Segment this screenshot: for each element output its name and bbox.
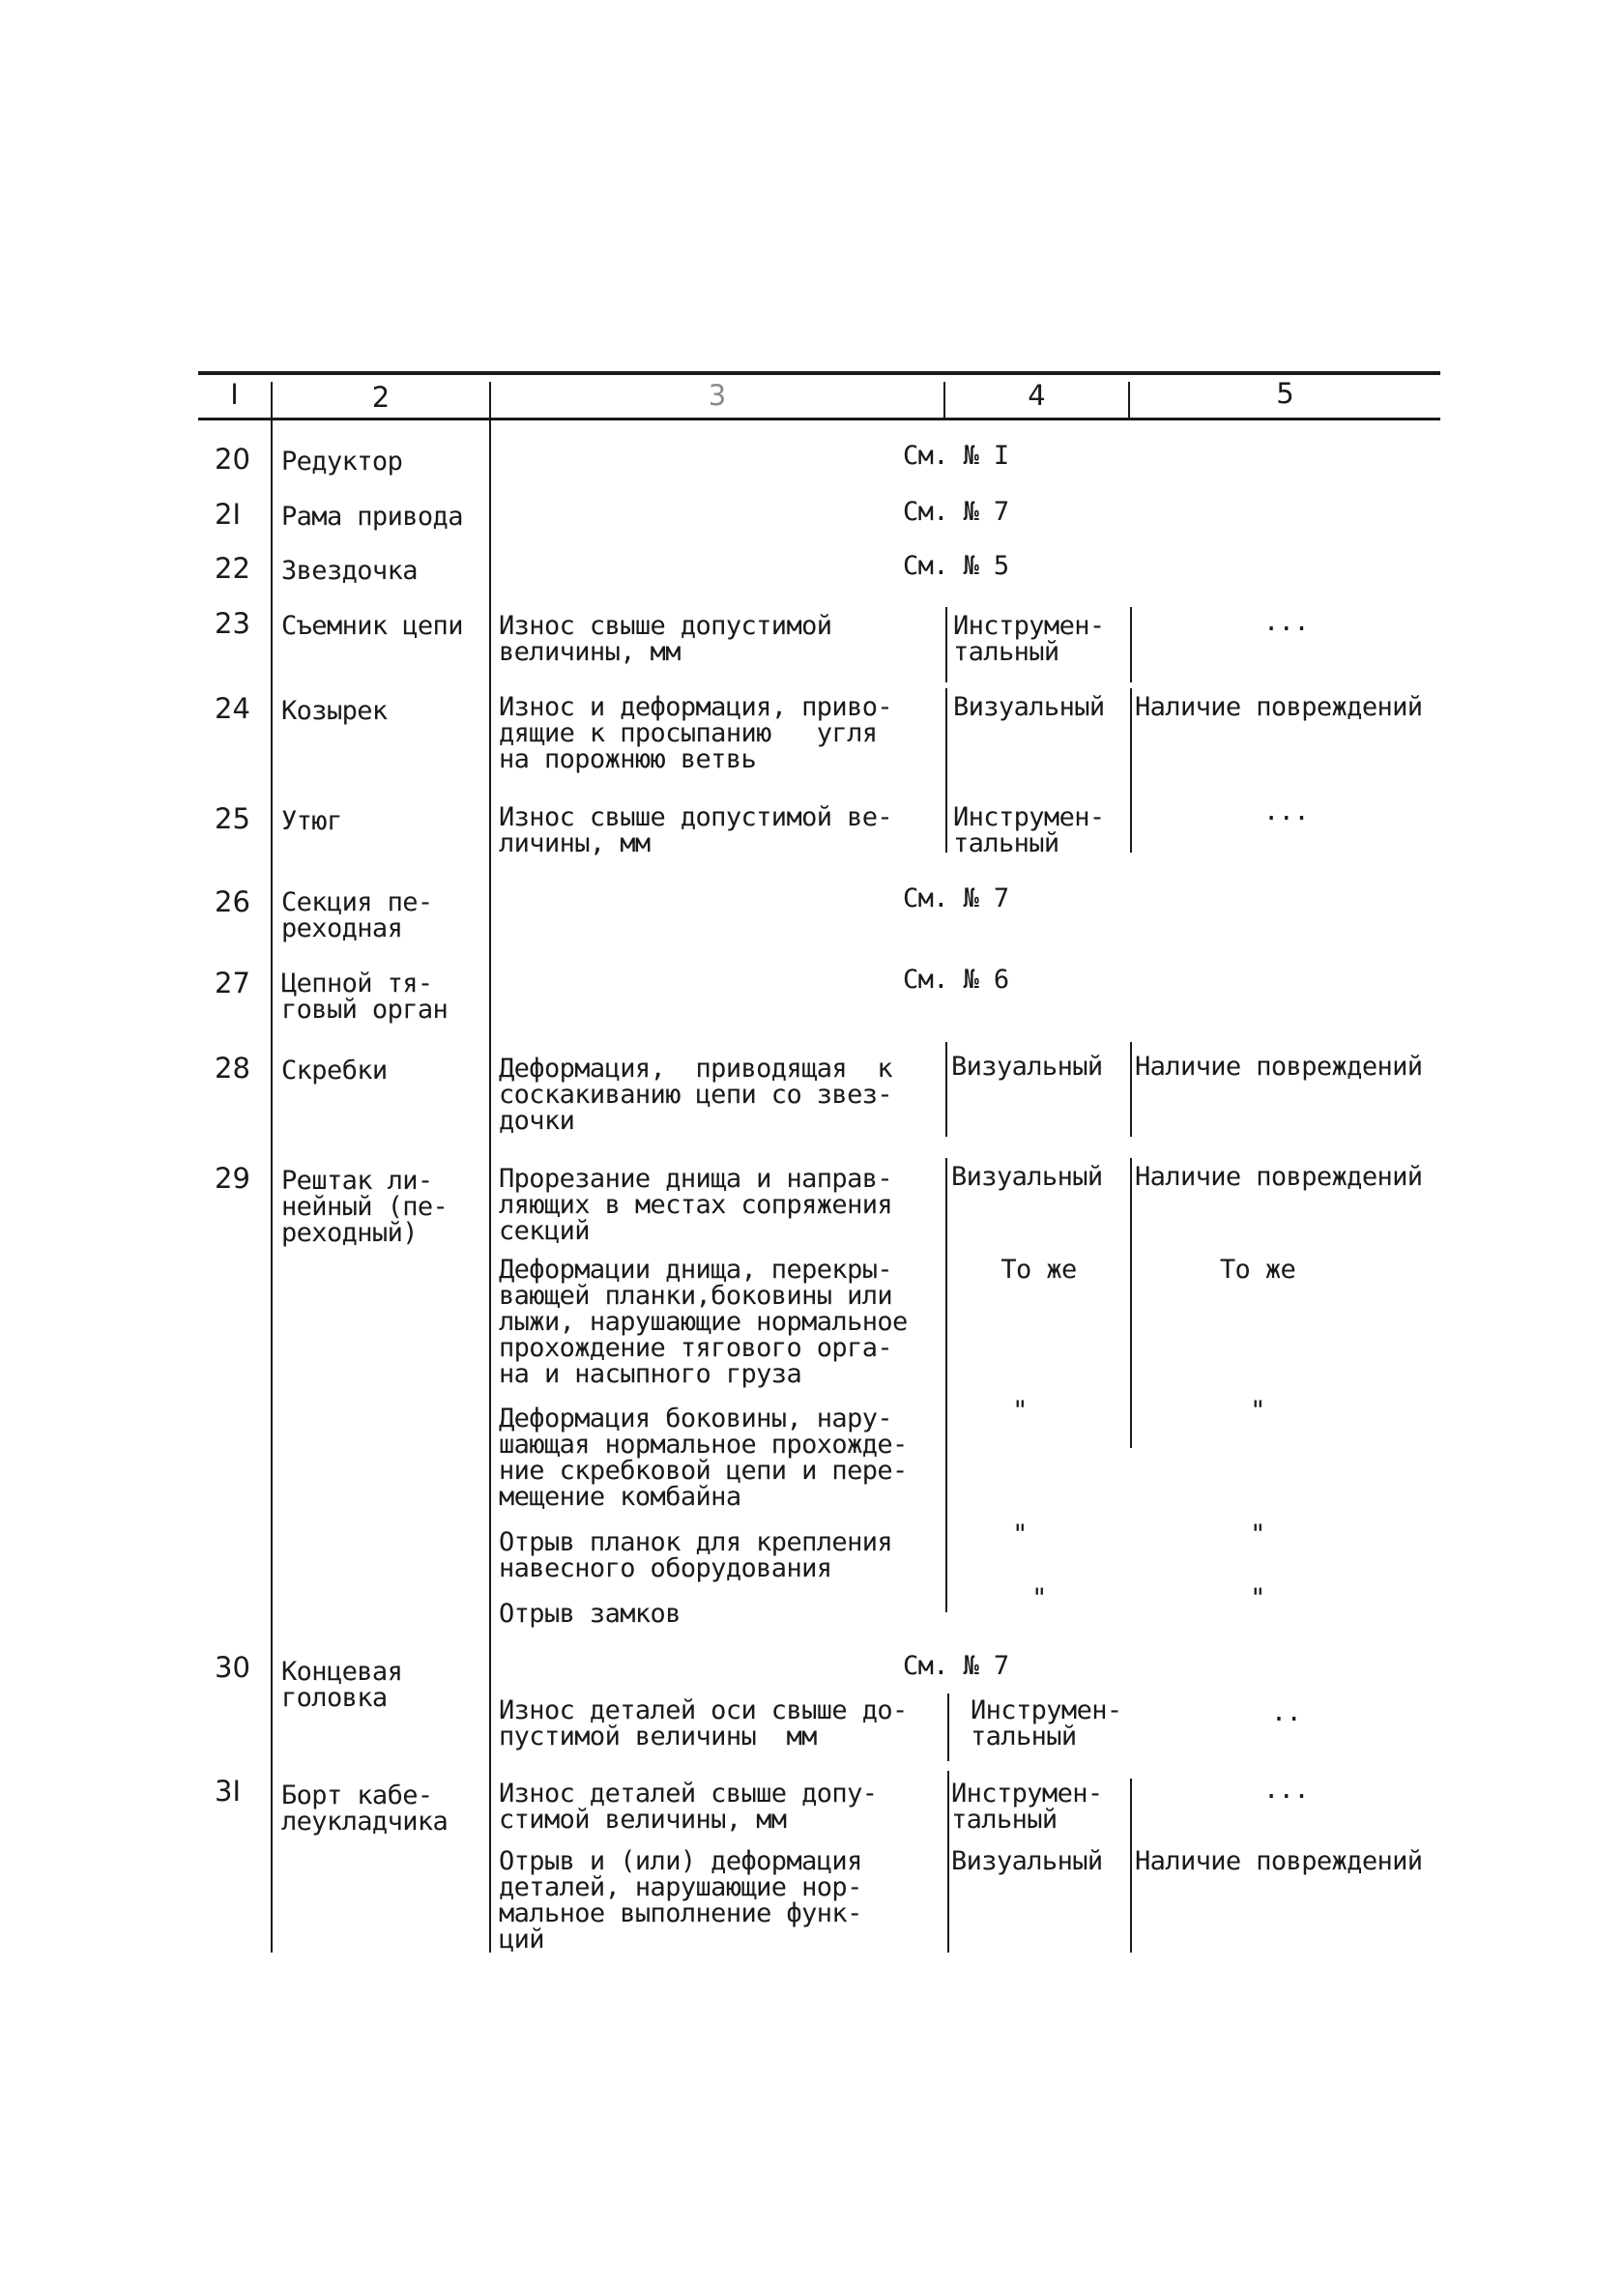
cross-reference: См. № 6 [903, 965, 1009, 995]
cross-reference: См. № 7 [903, 883, 1009, 913]
table-top-rule [198, 371, 1440, 375]
cross-reference: См. № I [903, 441, 1009, 471]
rejection-criterion: " [1250, 1396, 1265, 1426]
row-number: 28 [215, 1052, 250, 1085]
column-divider-3 [945, 1042, 947, 1137]
item-name: Секция пе- реходная [281, 887, 433, 943]
rejection-criterion: То же [1219, 1255, 1296, 1285]
header-col-3: 3 [708, 379, 727, 412]
inspection-method: Инструмен- тальный [951, 1779, 1103, 1835]
inspection-method: Инструмен- тальный [971, 1695, 1122, 1751]
column-divider-4 [1130, 1042, 1132, 1137]
defect-description: Износ деталей свыше допу- стимой величины, мм [499, 1779, 878, 1835]
row-number: 23 [215, 607, 250, 640]
inspection-method: Визуальный [951, 1052, 1103, 1082]
inspection-method: " [1031, 1583, 1047, 1613]
row-number: 25 [215, 802, 250, 835]
defect-description: Отрыв замков [499, 1599, 681, 1629]
inspection-method: Визуальный [953, 692, 1105, 722]
defect-description: Отрыв и (или) деформация деталей, нарушающие нор- мальное выполнение функ- ций [499, 1846, 862, 1954]
defect-description: Деформации днища, перекры- вающей планки,боковины или лыжи, нарушающие нормальное прохождение тягового орга- на и насыпного груза [499, 1255, 908, 1389]
defect-description: Износ и деформация, приво- дящие к просыпанию угля на порожнюю ветвь [499, 692, 893, 774]
inspection-method: " [1012, 1520, 1028, 1549]
item-name: Съемник цепи [281, 611, 463, 641]
item-name: Борт кабе- леукладчика [281, 1780, 449, 1837]
row-number: 30 [215, 1651, 250, 1684]
column-divider-4 [1130, 688, 1132, 804]
header-col-5: 5 [1276, 377, 1294, 410]
inspection-method: " [1012, 1396, 1028, 1426]
defect-description: Деформация боковины, нару- шающая нормальное прохожде- ние скребковой цепи и пере- мещение комбайна [499, 1404, 908, 1512]
defect-description: Износ деталей оси свыше до- пустимой величины мм [499, 1695, 908, 1751]
item-name: Цепной тя- говый орган [281, 969, 449, 1025]
cross-reference: См. № 7 [903, 497, 1009, 527]
item-name: Концевая головка [281, 1657, 403, 1713]
item-name: Козырек [281, 696, 388, 726]
column-divider-4 [1130, 1779, 1132, 1953]
defect-description: Износ свыше допустимой ве- личины, мм [499, 802, 893, 858]
rejection-criterion: ... [1263, 796, 1309, 826]
rejection-criterion: ... [1263, 1775, 1309, 1805]
column-divider-3 [945, 688, 947, 804]
column-divider-3 [945, 607, 947, 682]
row-number: 26 [215, 885, 250, 918]
rejection-criterion: " [1250, 1583, 1265, 1613]
cross-reference: См. № 5 [903, 551, 1009, 581]
inspection-method: Визуальный [951, 1846, 1103, 1876]
inspection-method: То же [1000, 1255, 1077, 1285]
item-name: Скребки [281, 1056, 388, 1086]
column-divider-3 [947, 1694, 949, 1761]
cross-reference: См. № 7 [903, 1651, 1009, 1681]
inspection-method: Визуальный [951, 1162, 1103, 1192]
row-number: 24 [215, 692, 250, 725]
rejection-criterion: Наличие повреждений [1135, 1846, 1423, 1876]
column-divider-1 [271, 420, 273, 1953]
header-col-1: I [230, 378, 239, 411]
rejection-criterion: .. [1270, 1697, 1302, 1727]
header-col-4: 4 [1028, 379, 1046, 412]
inspection-method: Инструмен- тальный [953, 802, 1105, 858]
rejection-criterion: Наличие повреждений [1135, 692, 1423, 722]
defect-description: Отрыв планок для крепления навесного оборудования [499, 1527, 893, 1583]
item-name: Редуктор [281, 447, 403, 477]
item-name: Рештак ли- нейный (пе- реходный) [281, 1166, 449, 1248]
row-number: 22 [215, 552, 250, 585]
item-name: Утюг [281, 806, 342, 836]
row-number: 27 [215, 967, 250, 999]
rejection-criterion: Наличие повреждений [1135, 1052, 1423, 1082]
column-divider-2 [489, 420, 491, 1953]
header-col-2: 2 [371, 381, 391, 414]
defect-description: Износ свыше допустимой величины, мм [499, 611, 832, 667]
column-divider-3 [947, 1771, 949, 1953]
row-number: 20 [215, 443, 250, 476]
row-number: 2I [215, 498, 242, 531]
column-divider-3 [945, 795, 947, 853]
row-number: 29 [215, 1162, 250, 1195]
row-number: 3I [215, 1775, 242, 1808]
rejection-criterion: " [1250, 1520, 1265, 1549]
rejection-criterion: ... [1263, 607, 1309, 637]
inspection-method: Инструмен- тальный [953, 611, 1105, 667]
item-name: Рама привода [281, 502, 463, 532]
header-bottom-rule [198, 418, 1440, 420]
defect-description: Деформация, приводящая к соскакиванию цепи со звез- дочки [499, 1054, 893, 1136]
rejection-criterion: Наличие повреждений [1135, 1162, 1423, 1192]
defect-description: Прорезание днища и направ- ляющих в местах сопряжения секций [499, 1164, 893, 1246]
item-name: Звездочка [281, 556, 418, 586]
